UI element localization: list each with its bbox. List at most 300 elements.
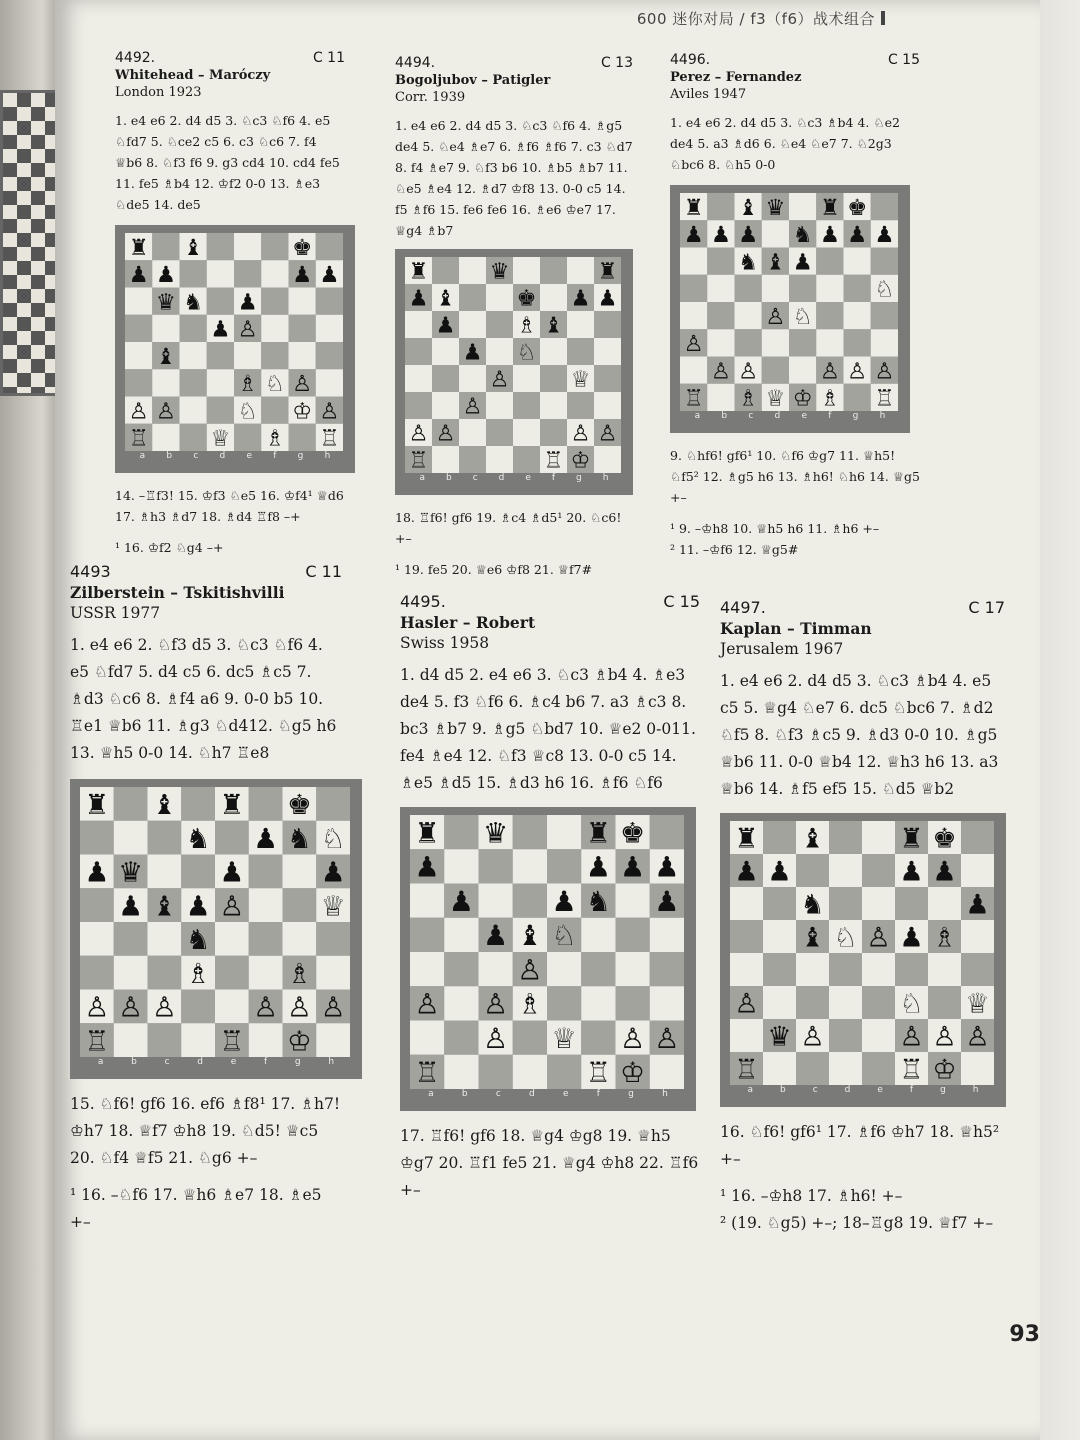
- square-h8: [316, 233, 343, 260]
- square-b1: [444, 1055, 478, 1089]
- square-e3: [547, 986, 581, 1020]
- square-e7: [215, 821, 249, 855]
- square-c7: [148, 821, 182, 855]
- event: London 1923: [115, 85, 202, 100]
- solution: 14. –♖f3! 15. ♔f3 ♘e5 16. ♔f4¹ ♕d6 17. ♗h3 ♗d7 18. ♗d4 ♖f8 –+: [115, 488, 344, 524]
- square-b3: [114, 956, 148, 990]
- black-rook-a8: ♜: [128, 234, 149, 261]
- square-c3: [735, 329, 762, 356]
- square-a4: [80, 922, 114, 956]
- white-pawn-c3: ♙: [462, 393, 483, 420]
- solution: 9. ♘hf6! gf6¹ 10. ♘f6 ♔g7 11. ♕h5! ♘f5² 12. ♗g5 h6 13. ♗h6! ♘h6 14. ♕g5 +–: [670, 448, 920, 505]
- square-b6: [707, 248, 734, 275]
- players: Bogoljubov – Patigler: [395, 73, 551, 88]
- square-a5: [680, 275, 707, 302]
- white-rook-a1: ♖: [408, 447, 429, 473]
- square-a6: [125, 288, 152, 315]
- black-pawn-e6: ♟: [237, 289, 258, 316]
- square-d1: [513, 1055, 547, 1089]
- square-g3: [928, 986, 961, 1019]
- square-d2: [207, 397, 234, 424]
- square-e7: [862, 854, 895, 887]
- black-rook-f8: ♜: [899, 823, 924, 855]
- black-rook-e8: ♜: [219, 788, 245, 821]
- square-d3: [486, 392, 513, 419]
- square-e6: [862, 887, 895, 920]
- square-h3: [650, 986, 684, 1020]
- square-e8: [513, 257, 540, 284]
- black-pawn-g7: ♟: [570, 285, 591, 312]
- white-rook-a1: ♖: [128, 425, 149, 451]
- white-queen-h5: ♕: [320, 889, 346, 923]
- white-king-g1: ♔: [932, 1054, 957, 1085]
- black-queen-b6: ♛: [155, 289, 176, 316]
- file-labels: [730, 1085, 996, 1095]
- black-pawn-b6: ♟: [435, 312, 456, 339]
- file-label-h: h: [602, 473, 609, 483]
- white-pawn-h2: ♙: [874, 358, 895, 385]
- square-a5: [730, 920, 763, 953]
- black-pawn-f7: ♟: [585, 850, 611, 884]
- black-bishop-c8: ♝: [151, 788, 177, 821]
- white-bishop-d3: ♗: [517, 987, 543, 1021]
- square-e4: [215, 922, 249, 956]
- square-d4: [207, 342, 234, 369]
- black-pawn-h6: ♟: [320, 855, 346, 889]
- board-grid: [125, 233, 343, 451]
- file-label-d: d: [774, 411, 781, 421]
- square-g6: [567, 311, 594, 338]
- square-e4: [547, 952, 581, 986]
- file-label-g: g: [294, 1057, 301, 1067]
- square-h5: [650, 918, 684, 952]
- board-grid: [680, 193, 898, 411]
- white-rook-f1: ♖: [899, 1054, 924, 1085]
- white-pawn-h2: ♙: [320, 990, 346, 1024]
- square-g5: [283, 888, 317, 922]
- square-g3: [567, 392, 594, 419]
- file-label-c: c: [495, 1089, 501, 1099]
- file-label-h: h: [324, 451, 331, 461]
- square-b4: [763, 953, 796, 986]
- file-label-c: c: [812, 1085, 818, 1095]
- header-title: 600 迷你对局 / f3（f6）战术组合: [636, 10, 875, 28]
- black-pawn-a7: ♟: [683, 222, 704, 249]
- file-label-g: g: [628, 1089, 634, 1099]
- square-b4: [444, 952, 478, 986]
- black-pawn-h6: ♟: [654, 884, 680, 918]
- white-pawn-e5: ♙: [866, 922, 891, 954]
- eco-code: C 11: [312, 50, 345, 66]
- chess-board: [720, 813, 1006, 1107]
- square-f5: [581, 918, 615, 952]
- black-pawn-e6: ♟: [219, 855, 245, 889]
- file-label-f: f: [596, 1089, 600, 1099]
- file-label-e: e: [801, 411, 807, 421]
- game-number: 4497.: [720, 598, 766, 617]
- eco-code: C 15: [663, 592, 700, 611]
- white-bishop-e6: ♗: [516, 312, 537, 339]
- square-c1: [148, 1023, 182, 1057]
- square-e2: [215, 990, 249, 1024]
- square-a3: [80, 956, 114, 990]
- chess-board: [670, 185, 910, 433]
- square-h4: [650, 952, 684, 986]
- black-king-g8: ♚: [932, 823, 957, 855]
- square-h1: [650, 1055, 684, 1089]
- square-f5: [249, 888, 283, 922]
- square-b3: [763, 986, 796, 1019]
- game-4493: [70, 562, 346, 1236]
- black-bishop-d6: ♝: [765, 249, 786, 276]
- black-pawn-h6: ♟: [965, 889, 990, 921]
- solution: 16. ♘f6! gf6¹ 17. ♗f6 ♔h7 18. ♕h5² +–: [720, 1123, 1000, 1168]
- square-b1: [763, 1052, 796, 1085]
- players: Hasler – Robert: [400, 613, 536, 632]
- footnote: ¹ 16. –♘f6 17. ♕h6 ♗e7 18. ♗e5 +–: [70, 1186, 322, 1231]
- black-pawn-b7: ♟: [155, 262, 176, 289]
- square-f3: [816, 329, 843, 356]
- square-c6: [479, 884, 513, 918]
- file-label-c: c: [748, 411, 754, 421]
- black-knight-d7: ♞: [185, 821, 211, 855]
- footnote: ¹ 16. –♔h8 17. ♗h6! +–: [720, 1187, 903, 1205]
- black-pawn-b5: ♟: [118, 889, 144, 923]
- square-a6: [410, 884, 444, 918]
- white-knight-d5: ♘: [833, 922, 858, 954]
- page-number: 93: [1009, 1322, 1040, 1347]
- square-f3: [581, 986, 615, 1020]
- black-pawn-h7: ♟: [654, 850, 680, 884]
- black-pawn-f7: ♟: [899, 856, 924, 888]
- file-label-b: b: [445, 473, 452, 483]
- square-f1: [249, 1023, 283, 1057]
- square-d3: [207, 369, 234, 396]
- square-a5: [125, 315, 152, 342]
- players: Whitehead – Maróczy: [115, 68, 271, 83]
- file-label-e: e: [230, 1057, 237, 1067]
- black-pawn-d5: ♟: [210, 316, 231, 343]
- white-knight-e2: ♘: [237, 398, 258, 425]
- square-d8: [513, 815, 547, 849]
- square-c6: [148, 855, 182, 889]
- footnote-2: ² 11. –♔f6 12. ♕g5#: [670, 542, 799, 557]
- square-b1: [114, 1023, 148, 1057]
- white-pawn-c2: ♙: [151, 990, 177, 1024]
- white-pawn-a2: ♙: [84, 990, 110, 1024]
- square-a2: [410, 1021, 444, 1055]
- black-knight-c6: ♞: [800, 889, 825, 921]
- square-e4: [862, 953, 895, 986]
- square-a5: [410, 918, 444, 952]
- square-a5: [80, 888, 114, 922]
- black-knight-c6: ♞: [738, 249, 759, 276]
- file-label-g: g: [297, 451, 304, 461]
- square-d6: [829, 887, 862, 920]
- square-a3: [405, 392, 432, 419]
- chess-board: [395, 249, 633, 495]
- white-knight-e5: ♘: [516, 339, 537, 366]
- white-pawn-b2: ♙: [435, 420, 456, 447]
- white-pawn-g2: ♙: [620, 1021, 646, 1055]
- square-b3: [444, 986, 478, 1020]
- square-b3: [432, 392, 459, 419]
- square-g5: [844, 275, 871, 302]
- black-rook-f8: ♜: [819, 194, 840, 221]
- white-bishop-c1: ♗: [738, 385, 759, 411]
- white-pawn-b2: ♙: [155, 398, 176, 425]
- white-bishop-g5: ♗: [932, 922, 957, 954]
- square-d2: [513, 1021, 547, 1055]
- square-c4: [735, 302, 762, 329]
- square-h1: [961, 1052, 994, 1085]
- square-f4: [816, 302, 843, 329]
- file-labels: [405, 473, 623, 483]
- eco-code: C 15: [887, 52, 920, 68]
- white-rook-f1: ♖: [543, 447, 564, 473]
- file-labels: [125, 451, 345, 461]
- white-queen-g4: ♕: [570, 366, 591, 393]
- file-label-c: c: [164, 1057, 170, 1067]
- white-pawn-d4: ♙: [765, 303, 786, 330]
- white-rook-e1: ♖: [219, 1024, 245, 1057]
- square-d6: [207, 288, 234, 315]
- square-b1: [432, 446, 459, 473]
- black-pawn-e6: ♟: [551, 884, 577, 918]
- file-label-a: a: [419, 473, 425, 483]
- game-number: 4495.: [400, 592, 446, 611]
- black-king-g8: ♚: [292, 234, 313, 261]
- square-b4: [707, 302, 734, 329]
- board-grid: [410, 815, 684, 1089]
- white-pawn-a3: ♙: [414, 987, 440, 1021]
- square-e2: [789, 357, 816, 384]
- square-d2: [829, 1019, 862, 1052]
- square-h8: [871, 193, 898, 220]
- file-label-d: d: [219, 451, 226, 461]
- black-pawn-f7: ♟: [819, 222, 840, 249]
- file-label-g: g: [576, 473, 582, 483]
- square-c1: [479, 1055, 513, 1089]
- players: Zilberstein – Tskitishvilli: [70, 583, 285, 602]
- white-pawn-g2: ♙: [932, 1021, 957, 1053]
- file-label-a: a: [428, 1089, 434, 1099]
- square-g3: [616, 986, 650, 1020]
- square-b8: [432, 257, 459, 284]
- black-bishop-c8: ♝: [183, 234, 204, 261]
- square-d5: [486, 338, 513, 365]
- black-pawn-a7: ♟: [128, 262, 149, 289]
- white-rook-f1: ♖: [585, 1056, 611, 1089]
- footnote: ¹ 19. fe5 20. ♕e6 ♔f8 21. ♕f7#: [395, 562, 593, 577]
- square-c1: [180, 424, 207, 451]
- black-pawn-g7: ♟: [847, 222, 868, 249]
- black-pawn-a7: ♟: [734, 856, 759, 888]
- file-labels: [80, 1057, 352, 1067]
- square-c7: [180, 260, 207, 287]
- running-header: [637, 8, 885, 29]
- game-number: 4493: [70, 562, 111, 581]
- square-h3: [594, 392, 621, 419]
- square-e7: [547, 849, 581, 883]
- header-bar: [881, 11, 885, 25]
- black-pawn-c7: ♟: [738, 222, 759, 249]
- square-c4: [148, 922, 182, 956]
- white-rook-a1: ♖: [683, 385, 704, 411]
- square-a4: [680, 302, 707, 329]
- square-f2: [261, 397, 288, 424]
- game-number: 4494.: [395, 55, 436, 71]
- game-4497: [720, 598, 1005, 1237]
- file-label-g: g: [852, 411, 859, 421]
- black-bishop-b4: ♝: [155, 343, 176, 370]
- square-c4: [479, 952, 513, 986]
- square-f4: [249, 922, 283, 956]
- file-label-a: a: [139, 451, 146, 461]
- square-h8: [650, 815, 684, 849]
- square-g4: [289, 342, 316, 369]
- event: Jerusalem 1967: [720, 640, 844, 658]
- square-c7: [459, 284, 486, 311]
- event: Corr. 1939: [395, 90, 466, 105]
- square-g4: [283, 922, 317, 956]
- square-d2: [486, 419, 513, 446]
- file-label-e: e: [877, 1085, 883, 1095]
- square-h1: [594, 446, 621, 473]
- square-e1: [862, 1052, 895, 1085]
- square-b8: [444, 815, 478, 849]
- white-pawn-a3: ♙: [683, 331, 704, 358]
- square-f2: [581, 1021, 615, 1055]
- game-number: 4496.: [670, 52, 711, 68]
- square-f6: [261, 288, 288, 315]
- white-pawn-h2: ♙: [965, 1021, 990, 1053]
- square-c2: [459, 419, 486, 446]
- square-c1: [796, 1052, 829, 1085]
- black-pawn-f7: ♟: [253, 821, 279, 855]
- square-h8: [316, 787, 350, 821]
- square-c1: [459, 446, 486, 473]
- square-d3: [829, 986, 862, 1019]
- black-rook-h8: ♜: [597, 258, 618, 285]
- white-king-g1: ♔: [286, 1024, 312, 1057]
- square-d1: [829, 1052, 862, 1085]
- square-h3: [871, 329, 898, 356]
- white-pawn-h2: ♙: [319, 398, 340, 425]
- white-rook-a1: ♖: [84, 1024, 110, 1057]
- white-rook-h1: ♖: [874, 385, 895, 411]
- square-g4: [928, 953, 961, 986]
- black-bishop-f6: ♝: [543, 312, 564, 339]
- square-f8: [261, 233, 288, 260]
- square-b8: [707, 193, 734, 220]
- square-g1: [844, 384, 871, 411]
- white-pawn-c2: ♙: [800, 1021, 825, 1053]
- black-pawn-h7: ♟: [319, 262, 340, 289]
- white-pawn-c2: ♙: [738, 358, 759, 385]
- moves: 1. e4 e6 2. d4 d5 3. ♘c3 ♗b4 4. ♘e2 de4 5. a3 ♗d6 6. ♘e4 ♘e7 7. ♘2g3 ♘bc6 8. ♘h5 0-0: [670, 115, 900, 172]
- moves: 1. d4 d5 2. e4 e6 3. ♘c3 ♗b4 4. ♗e3 de4 5. f3 ♘f6 6. ♗c4 b6 7. a3 ♗c3 8. bc3 ♗b7 9. ♗g5 ♘bd7 10. ♕e2 0-011. fe4 ♗e4 12. ♘f3 ♕c8 13. 0-0 c5 14. ♗e5 ♗d5 15. ♗d3 h6 16. ♗f6 ♘f6: [400, 666, 696, 792]
- square-h4: [316, 342, 343, 369]
- white-pawn-g2: ♙: [847, 358, 868, 385]
- square-f6: [249, 855, 283, 889]
- white-queen-d1: ♕: [765, 385, 786, 411]
- square-e8: [547, 815, 581, 849]
- square-d7: [762, 220, 789, 247]
- game-4496: [670, 52, 920, 560]
- file-label-d: d: [529, 1089, 535, 1099]
- file-label-d: d: [197, 1057, 203, 1067]
- square-d7: [829, 854, 862, 887]
- square-e1: [234, 424, 261, 451]
- square-a6: [730, 887, 763, 920]
- footnote-2: ² (19. ♘g5) +–; 18–♖g8 19. ♕f7 +–: [720, 1214, 994, 1232]
- white-pawn-g2: ♙: [570, 420, 591, 447]
- square-d6: [181, 855, 215, 889]
- black-queen-c8: ♛: [483, 816, 509, 850]
- board-grid: [730, 821, 994, 1085]
- square-f3: [249, 956, 283, 990]
- square-d1: [486, 446, 513, 473]
- black-rook-f8: ♜: [585, 816, 611, 850]
- file-label-a: a: [747, 1085, 753, 1095]
- square-f7: [540, 284, 567, 311]
- square-a4: [405, 365, 432, 392]
- square-c4: [459, 365, 486, 392]
- square-g4: [616, 952, 650, 986]
- square-e8: [234, 233, 261, 260]
- square-h1: [316, 1023, 350, 1057]
- eco-code: C 13: [600, 55, 633, 71]
- file-label-f: f: [263, 1057, 268, 1067]
- file-label-b: b: [131, 1057, 137, 1067]
- square-b6: [763, 887, 796, 920]
- white-queen-h3: ♕: [965, 988, 990, 1020]
- solution: 17. ♖f6! gf6 18. ♕g4 ♔g8 19. ♕h5 ♔g7 20. ♖f1 fe5 21. ♕g4 ♔h8 22. ♖f6 +–: [400, 1127, 699, 1199]
- black-king-g8: ♚: [620, 816, 646, 850]
- square-e8: [789, 193, 816, 220]
- file-label-c: c: [193, 451, 199, 461]
- moves: 1. e4 e6 2. d4 d5 3. ♘c3 ♗b4 4. e5 c5 5. ♕g4 ♘e7 6. dc5 ♘bc6 7. ♗d2 ♘f5 8. ♘f3 ♗c5 9. ♗d3 0-0 10. ♗g5 ♕b6 11. 0-0 ♕b4 12. ♕h3 h6 13. a3 ♕b6 14. ♗f5 ef5 15. ♘d5 ♕b2: [720, 672, 999, 798]
- game-number: 4492.: [115, 50, 156, 66]
- black-king-g8: ♚: [847, 194, 868, 221]
- file-label-h: h: [972, 1085, 979, 1095]
- square-d2: [762, 357, 789, 384]
- square-a3: [125, 369, 152, 396]
- file-label-f: f: [909, 1085, 914, 1095]
- file-label-b: b: [461, 1089, 468, 1099]
- game-4492: [115, 50, 345, 558]
- square-b7: [114, 821, 148, 855]
- eco-code: C 11: [305, 562, 342, 581]
- white-knight-h5: ♘: [874, 276, 895, 303]
- square-b8: [114, 787, 148, 821]
- white-rook-a1: ♖: [734, 1054, 759, 1085]
- square-e2: [862, 1019, 895, 1052]
- square-e4: [234, 342, 261, 369]
- square-a2: [730, 1019, 763, 1052]
- square-h5: [961, 920, 994, 953]
- square-h5: [316, 315, 343, 342]
- square-h3: [316, 956, 350, 990]
- black-rook-a8: ♜: [734, 823, 759, 855]
- game-4495: [400, 592, 700, 1204]
- square-a5: [405, 338, 432, 365]
- square-h4: [961, 953, 994, 986]
- white-bishop-e3: ♗: [237, 371, 258, 398]
- square-f8: [249, 787, 283, 821]
- file-label-g: g: [940, 1085, 946, 1095]
